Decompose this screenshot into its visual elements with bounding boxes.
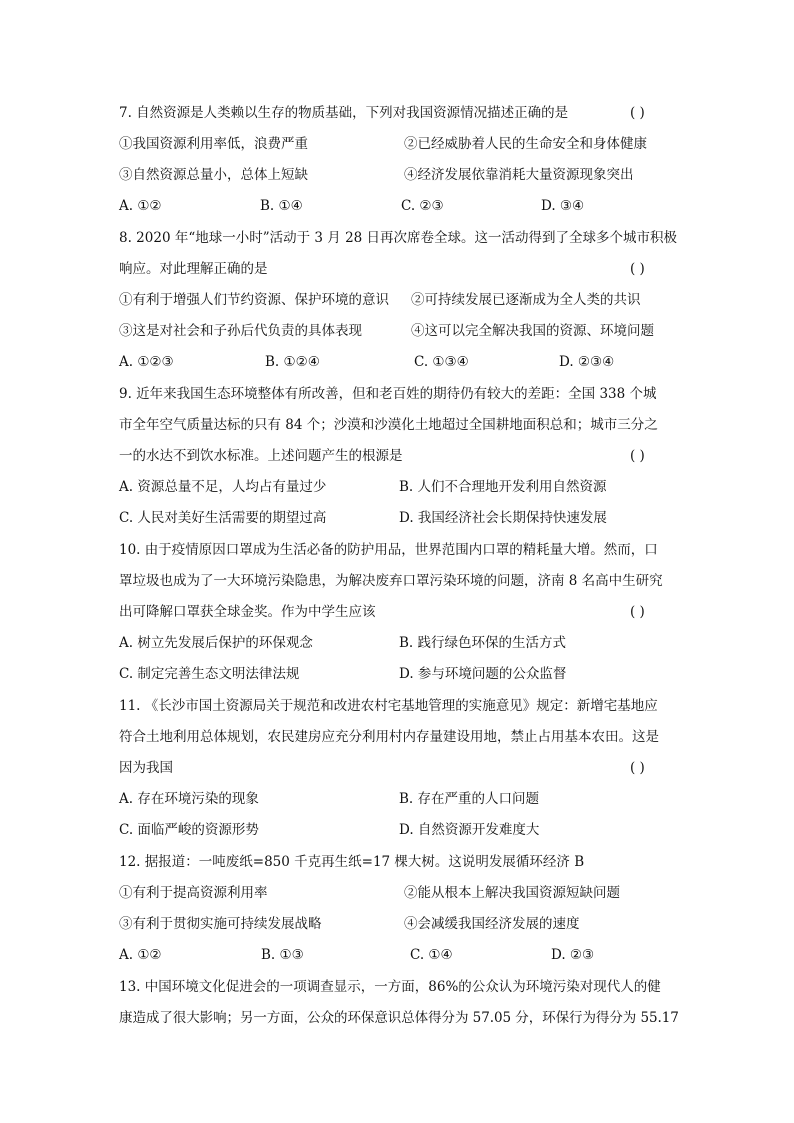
q11-option-c: C. 面临严峻的资源形势 — [119, 822, 259, 838]
q7-option-b: B. ①④ — [260, 198, 303, 214]
q11-stem-line-3: 因为我国 — [119, 760, 173, 776]
q7-statement-2: ②已经威胁着人民的生命安全和身体健康 — [404, 136, 647, 152]
q11-stem-line-2: 符合土地利用总体规划，农民建房应充分利用村内存量建设用地，禁止占用基本农田。这是 — [119, 729, 659, 745]
q7-option-c: C. ②③ — [401, 198, 444, 214]
q10-answer-blank: ( ) — [630, 604, 645, 620]
q9-stem-line-2: 市全年空气质量达标的只有 84 个；沙漠和沙漠化土地超过全国耕地面积总和；城市三分之 — [119, 417, 658, 433]
q12-option-c: C. ①④ — [410, 947, 453, 963]
q7-option-d: D. ③④ — [541, 198, 585, 214]
q11-option-d: D. 自然资源开发难度大 — [399, 822, 540, 838]
q8-statement-1: ①有利于增强人们节约资源、保护环境的意识 — [119, 292, 389, 308]
q12-stem: 12. 据报道：一吨废纸=850 千克再生纸=17 棵大树。这说明发展循环经济 B — [119, 854, 585, 870]
q12-statement-3: ③有利于贯彻实施可持续发展战略 — [119, 916, 322, 932]
q8-option-b: B. ①②④ — [265, 354, 320, 370]
q9-stem-line-1: 9. 近年来我国生态环境整体有所改善，但和老百姓的期待仍有较大的差距：全国 338 个城 — [119, 386, 657, 402]
q9-option-b: B. 人们不合理地开发利用自然资源 — [399, 479, 607, 495]
q8-option-c: C. ①③④ — [414, 354, 469, 370]
q8-statement-2: ②可持续发展已逐渐成为全人类的共识 — [411, 292, 641, 308]
q12-statement-1: ①有利于提高资源利用率 — [119, 885, 268, 901]
q9-answer-blank: ( ) — [630, 448, 645, 464]
q8-option-d: D. ②③④ — [559, 354, 615, 370]
q9-option-a: A. 资源总量不足，人均占有量过少 — [119, 479, 327, 495]
q8-statement-3: ③这是对社会和子孙后代负责的具体表现 — [119, 323, 362, 339]
q7-option-a: A. ①② — [119, 198, 162, 214]
q11-option-b: B. 存在严重的人口问题 — [399, 791, 540, 807]
q9-stem-line-3: 一的水达不到饮水标准。上述问题产生的根源是 — [119, 448, 403, 464]
q13-stem-line-1: 13. 中国环境文化促进会的一项调查显示，一方面，86%的公众认为环境污染对现代人的健 — [119, 979, 661, 995]
q9-option-d: D. 我国经济社会长期保持快速发展 — [399, 510, 607, 526]
q12-option-b: B. ①③ — [261, 947, 304, 963]
q12-statement-2: ②能从根本上解决我国资源短缺问题 — [404, 885, 620, 901]
q11-answer-blank: ( ) — [630, 760, 645, 776]
q8-stem-line-2: 响应。对此理解正确的是 — [119, 261, 268, 277]
q10-stem-line-3: 出可降解口罩获全球金奖。作为中学生应该 — [119, 604, 376, 620]
q11-option-a: A. 存在环境污染的现象 — [119, 791, 259, 807]
q11-stem-line-1: 11. 《长沙市国土资源局关于规范和改进农村宅基地管理的实施意见》规定：新增宅基地应 — [119, 698, 658, 714]
q13-stem-line-2: 康造成了很大影响；另一方面，公众的环保意识总体得分为 57.05 分，环保行为得分为 55.17 — [119, 1010, 679, 1026]
q10-option-d: D. 参与环境问题的公众监督 — [399, 666, 567, 682]
q10-option-a: A. 树立先发展后保护的环保观念 — [119, 635, 313, 651]
q7-stem: 7. 自然资源是人类赖以生存的物质基础，下列对我国资源情况描述正确的是 — [119, 105, 569, 121]
q7-answer-blank: ( ) — [630, 105, 645, 121]
q10-stem-line-1: 10. 由于疫情原因口罩成为生活必备的防护用品，世界范围内口罩的精耗量大增。然而，口 — [119, 542, 658, 558]
q10-stem-line-2: 罩垃圾也成为了一大环境污染隐患，为解决废弃口罩污染环境的问题，济南 8 名高中生研究 — [119, 573, 663, 589]
q8-statement-4: ④这可以完全解决我国的资源、环境问题 — [411, 323, 654, 339]
q8-answer-blank: ( ) — [630, 261, 645, 277]
q8-option-a: A. ①②③ — [119, 354, 174, 370]
q10-option-b: B. 践行绿色环保的生活方式 — [399, 635, 567, 651]
q12-statement-4: ④会减缓我国经济发展的速度 — [404, 916, 580, 932]
q12-option-d: D. ②③ — [551, 947, 595, 963]
q10-option-c: C. 制定完善生态文明法律法规 — [119, 666, 300, 682]
q9-option-c: C. 人民对美好生活需要的期望过高 — [119, 510, 327, 526]
q12-option-a: A. ①② — [119, 947, 162, 963]
q8-stem-line-1: 8. 2020 年“地球一小时”活动于 3 月 28 日再次席卷全球。这一活动得到了全球多个城市积极 — [119, 230, 678, 246]
q7-statement-4: ④经济发展依靠消耗大量资源现象突出 — [404, 167, 634, 183]
q7-statement-3: ③自然资源总量小，总体上短缺 — [119, 167, 308, 183]
q7-statement-1: ①我国资源利用率低，浪费严重 — [119, 136, 308, 152]
